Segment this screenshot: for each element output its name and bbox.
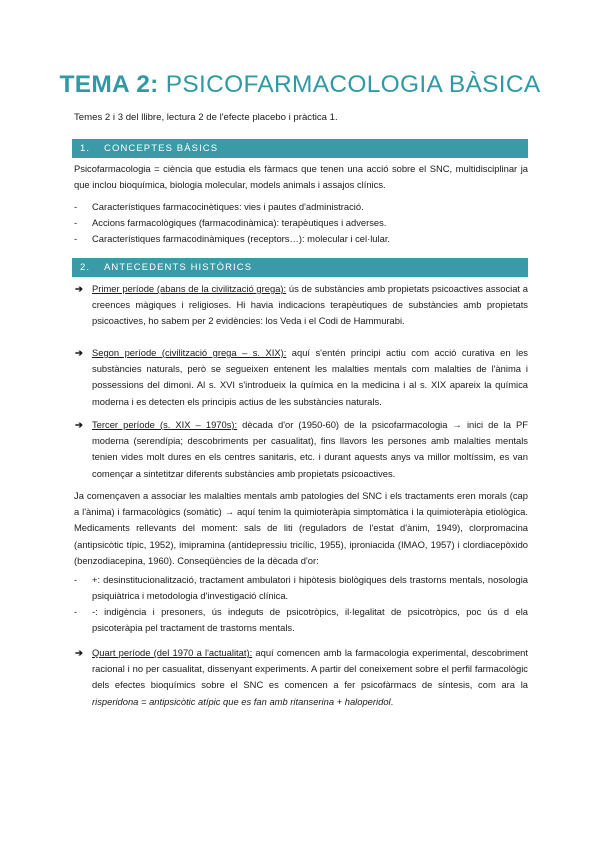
- period-2-paragraph: ➔ Segon període (civilització grega – s. XIX): aquí s'entén principi actiu com acció curativa en les substàncies naturals, però se segueixen entenent les malalties mentals com malalties de l'ànima i possessions del dimoni. Al s. XVI s'introdueix la química en la medicina i al s. XIX apareix la química moderna i es detecten els principis actius de les substàncies naturals.: [75, 347, 528, 407]
- golden-decade-paragraph: Ja començaven a associar les malalties mentals amb patologies del SNC i els tractaments eren morals (cap a l'ànima) i farmacològics (somàtic) → aquí tenim la quimioteràpia simptomàtica i la quimioteràpia etiològica. Medicaments rellevants del moment: sals de liti (reguladors de l'estat d'ànim, 1949), clorpromacina (antipsicòtic típic, 1952), imipramina (antidepressiu tricílic, 1955), iproniacida (IMAO, 1957) i clordiacepòxido (benzodiacepina, 1960). Conseqüències de la dècada d'or:: [74, 490, 528, 566]
- subtitle: Temes 2 i 3 del llibre, lectura 2 de l'efecte placebo i pràctica 1.: [74, 112, 338, 123]
- arrow-right-icon: ➔: [75, 647, 83, 658]
- period-label: Segon període (civilització grega – s. XIX):: [92, 347, 287, 358]
- period-label: Quart període (del 1970 a l'actualitat):: [92, 647, 253, 658]
- list-item: - Característiques farmacodinàmiques (receptors…): molecular i cel·lular.: [74, 233, 391, 244]
- title-text: PSICOFARMACOLOGIA BÀSICA: [165, 71, 541, 98]
- section-title: CONCEPTES BÀSICS: [104, 143, 219, 154]
- section-number: 1.: [80, 143, 91, 154]
- page-title: [0, 71, 600, 99]
- section-1-header: [72, 139, 528, 158]
- arrow-right-icon: ➔: [75, 283, 83, 294]
- arrow-right-icon: ➔: [75, 419, 83, 430]
- arrow-right-icon: ➔: [75, 347, 83, 358]
- definition-paragraph: Psicofarmacologia = ciència que estudia els fàrmacs que tenen una acció sobre el SNC, multidisciplinar ja que inclou bioquímica, biologia molecular, models animals i assajos clínics.: [74, 163, 528, 191]
- period-1-paragraph: ➔ Primer període (abans de la civilització grega): ús de substàncies amb propietats psicoactives associat a creences màgiques i religioses. Hi havia indicacions terapèutiques de substàncies amb propietats psicoactives, ho sabem per 2 evidències: los Veda i el Codi de Hammurabi.: [75, 283, 528, 327]
- section-title: ANTECEDENTS HISTÒRICS: [104, 262, 253, 273]
- title-number: TEMA 2:: [59, 71, 159, 98]
- period-label: Tercer període (s. XIX – 1970s):: [92, 419, 238, 430]
- list-item: - Característiques farmacocinètiques: vies i pautes d'administració.: [74, 201, 364, 212]
- period-4-paragraph: ➔ Quart període (del 1970 a l'actualitat): aquí comencen amb la farmacologia experimental, descobriment racional i no per casualitat, dissenyant experiments. A partir del coneixement sobre el perfil farmacològic dels efectes bioquímics sobre el SNC es comencen a fer psicofàrmacs de síntesis, com ara la risperidona = antipsicòtic atípic que es fan amb ritanserina + haloperidol.: [75, 647, 529, 707]
- list-item: - -: indigència i presoners, ús indeguts de psicotròpics, il·legalitat de psicotròpics, poc ús d ela psicoteràpia pel tractament de trastorns mentals.: [74, 606, 528, 634]
- section-number: 2.: [80, 262, 91, 273]
- list-item: - +: desinstitucionalització, tractament ambulatori i hipòtesis biològiques dels trastorns mentals, nosologia psiquiàtrica i metodologia d'investigació clínica.: [74, 574, 528, 602]
- list-item: - Accions farmacològiques (farmacodinàmica): terapèutiques i adverses.: [74, 217, 387, 228]
- period-label: Primer període (abans de la civilització grega):: [92, 283, 287, 294]
- period-3-paragraph: ➔ Tercer període (s. XIX – 1970s): dècada d'or (1950-60) de la psicofarmacologia → inici de la PF moderna (serendípia; descobriments per casualitat), fins llavors les persones amb malalties mentals tenien vides molt dures en els centres sanitaris, etc. i durant aquests anys va millor moltíssim, es van començar a sintetitzar diferents substàncies amb propietats psicoactives.: [75, 419, 528, 479]
- section-2-header: [72, 258, 528, 277]
